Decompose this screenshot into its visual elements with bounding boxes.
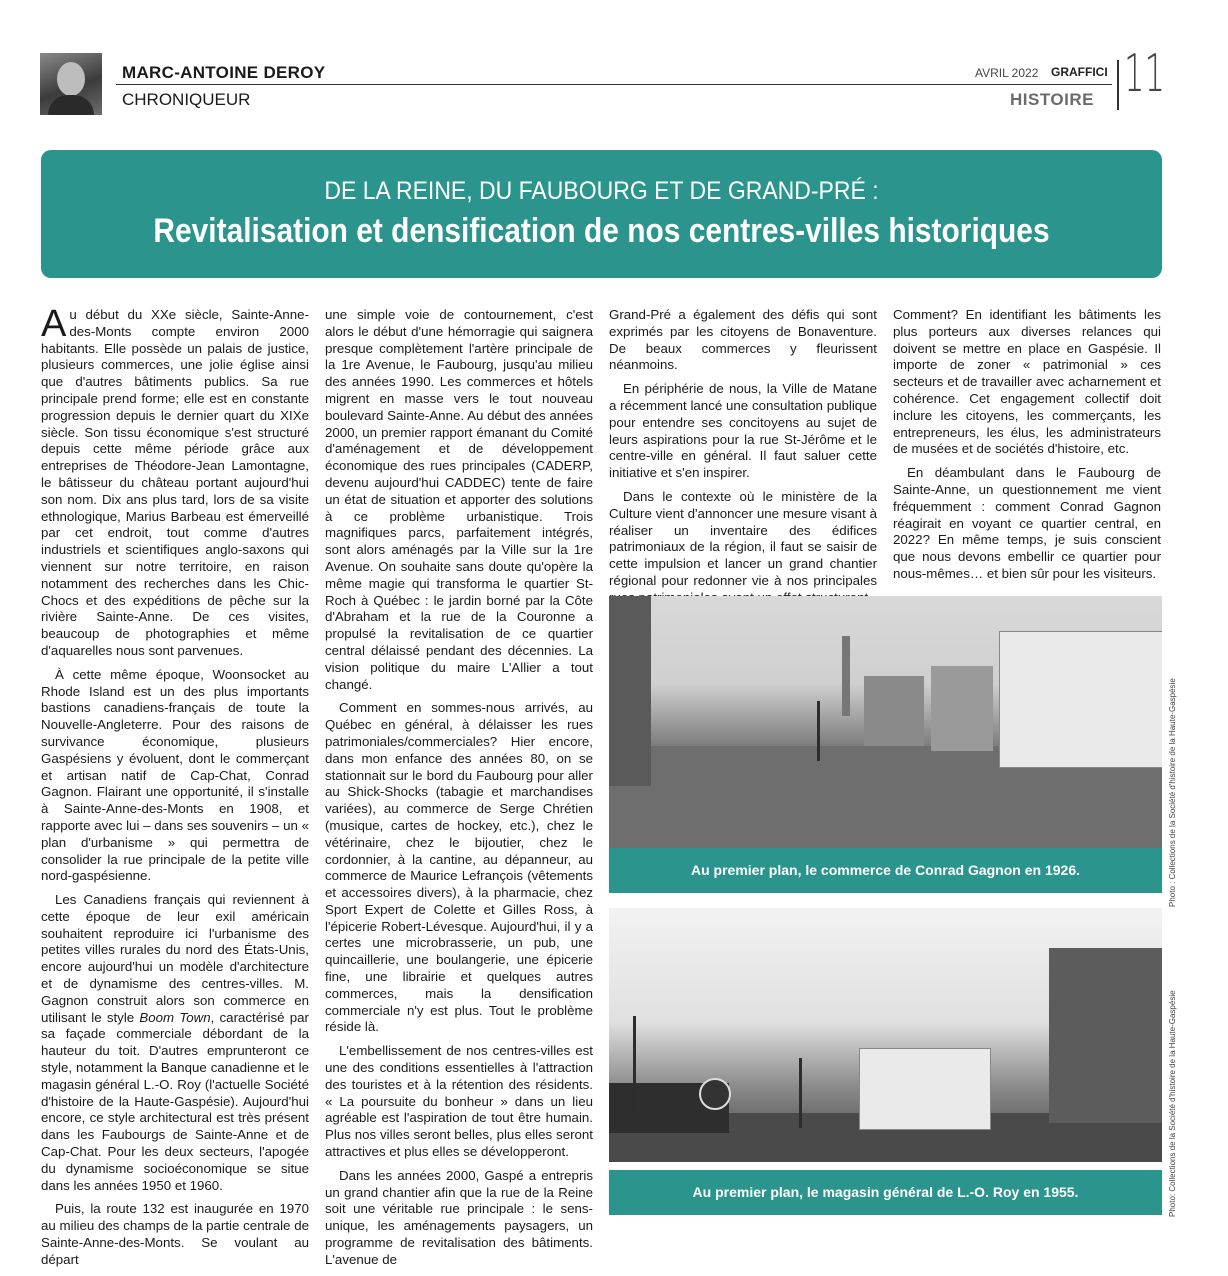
paragraph-7-start: Dans les années 2000, Gaspé a entrepris un grand chantier afin que la rue de la Reine soit une véritable rue principale : le sens-unique, les aménagements paysagers, un programme de revitalisation des bâtiments. L'avenue de — [325, 1167, 593, 1267]
photo-credit-2: Photo: Collections de la Société d'histoire de la Haute-Gaspésie — [1168, 990, 1177, 1217]
utility-pole-1 — [633, 1016, 636, 1116]
header-divider — [1117, 60, 1119, 110]
paragraph-7-cont: Grand-Pré a également des défis qui sont exprimés par les citoyens de Bonaventure. De beaux commerces y fleurissent néanmoins. — [609, 307, 877, 373]
photo-credit-1: Photo : Collections de la Société d'histoire de la Haute-Gaspésie — [1168, 678, 1177, 907]
article-kicker: DE LA REINE, DU FAUBOURG ET DE GRAND-PRÉ : — [324, 177, 879, 205]
paragraph-9-start: Dans le contexte où le ministère de la Culture vient d'annoncer une mesure visant à réaliser un inventaire des édifices patrimoniaux de la région, il faut se saisir de cette impulsion et lancer un grand chantier régional pour redonner vie à nos principales — [609, 488, 877, 588]
gagnon-store — [999, 631, 1162, 768]
article-headline: Revitalisation et densification de nos centres-villes historiques — [153, 212, 1050, 250]
utility-pole-2 — [799, 1058, 802, 1128]
utility-pole — [817, 701, 820, 761]
house-center — [864, 676, 924, 746]
paragraph-6: L'embellissement de nos centres-villes est une des conditions essentielles à l'attraction des touristes et à la rétention des résidents. « La poursuite du bonheur » dans un lieu agréable est l'aspiration de tout être humain. Plus nos villes seront belles, plus elles seront attractives et plus elles se développeront. — [325, 1043, 593, 1160]
author-role: CHRONIQUEUR — [122, 90, 251, 109]
author-name: MARC-ANTOINE DEROY — [122, 63, 326, 82]
title-banner — [41, 150, 1162, 278]
drop-cap: A — [41, 303, 67, 345]
storefront-right — [1049, 948, 1162, 1123]
article-column-3 — [609, 307, 877, 614]
paragraph-10: En déambulant dans le Faubourg de Sainte-Anne, un questionnement me vient fréquemment : comment Conrad Gagnon réagirait en voyant ce quartier central, en 2022? En même temps, je suis conscient que nous devons embellir ce quartier pour nous-mêmes… et bien sûr pour les visiteurs. — [893, 465, 1161, 581]
header-rule — [116, 84, 1112, 85]
paragraph-9-cont: Comment? En identifiant les bâtiments les plus porteurs aux diverses relances qui doivent se mettre en place en Gaspésie. Il importe de zoner « patrimonial » ces secteurs et de travailler avec acharnement et cohérence. Cet engagement collectif doit inclure les citoyens, les commerçants, les entrepreneurs, les élus, les administrateurs de musées et de sociétés d'histoire, etc. — [893, 307, 1161, 457]
house-right — [931, 666, 993, 751]
section-name: HISTOIRE — [1010, 90, 1094, 109]
paragraph-3 — [41, 892, 309, 1194]
historic-photo-1926 — [609, 596, 1162, 848]
avatar-head — [57, 62, 85, 96]
article-column-1 — [41, 303, 309, 1276]
page-number: 11 — [1124, 44, 1166, 104]
magazine-name: GRAFFICI — [1051, 65, 1108, 79]
paragraph-1 — [41, 303, 309, 660]
paragraph-4-start: Puis, la route 132 est inaugurée en 1970 au milieu des champs de la partie centrale de Sainte-Anne-des-Monts. Se voulant au départ — [41, 1201, 309, 1267]
texaco-sign-icon — [699, 1078, 731, 1110]
paragraph-2: À cette même époque, Woonsocket au Rhode Island est un des plus importants bastions canadiens-français de toute la Nouvelle-Angleterre. Pour des raisons de survivance économique, plusieurs Gaspésiens y évoluent, dont le commerçant et artisan natif de Cap-Chat, Conrad Gagnon. Flairant une opportunité, il s'installe à Sainte-Anne-des-Monts en 1908, et rapporte avec lui – dans ses souvenirs – un « plan d'urbanisme » qui permettra de consolider la rue principale de la petite ville nord-gaspésienne. — [41, 666, 309, 884]
avatar-body — [48, 95, 94, 115]
paragraph-8: En périphérie de nous, la Ville de Matane a récemment lancé une consultation publique pour entendre ses concitoyens au sujet de leurs aspirations pour la rue St-Jérôme et le centre-ville en général. Il faut saluer cette initiative et s'en inspirer. — [609, 381, 877, 481]
historic-photo-1955 — [609, 908, 1162, 1162]
article-column-4 — [893, 307, 1161, 590]
paragraph-3-text-b: , caractérisé par sa façade commerciale débordant de la hauteur du toit. D'autres emprunteront ce style, notamment la Banque canadienne et le magasin général L.-O. Roy (l'actuelle Société d'histoire de la Haute-Gaspésie). Aujourd'hui encore, ce style architectural est très présent dans les Faubourgs de Sainte-Anne et de Cap-Chat. Pour les deux secteurs, l'apogée du dynamisme socioéconomique se situe dans les années 1950 et 1960. — [41, 1009, 309, 1193]
article-column-2 — [325, 307, 593, 1276]
building-left — [609, 596, 651, 786]
church-steeple — [842, 636, 850, 716]
author-avatar — [40, 53, 102, 115]
roy-general-store — [859, 1048, 991, 1130]
paragraph-1-text: u début du XXe siècle, Sainte-Anne-des-Monts compte environ 2000 habitants. Elle possède un palais de justice, plusieurs commerces, une jolie église ainsi que d'autres bâtiments publics. Sa rue principale prend forme; elle est en constante progression depuis le dernier quart du XIXe siècle. Son tissu économique s'est structuré depuis cette même période grâce aux entreprises de Théodore-Jean Lamontagne, le bâtisseur du château portant aujourd'hui son nom. Dix ans plus tard, lors de sa visite ethnologique, Marius Barbeau est émerveillé par cet endroit, tout comme d'autres industriels et scientifiques anglo-saxons qui viennent sur notre territoire, en raison notamment des recherches dans les Chic-Chocs et des expéditions de pêche sur la rivière Sainte-Anne. De ces visites, beaucoup de photographies et même d'aquarelles nous sont parvenues. — [41, 307, 309, 658]
boom-town-term: Boom Town — [139, 1009, 211, 1025]
paragraph-4-cont: une simple voie de contournement, c'est alors le début d'une hémorragie qui saignera presque complètement l'artère principale de la 1re Avenue, le Faubourg, jusqu'au milieu des années 1990. Les commerces et hôtels migrent en masse vers le tout nouveau boulevard Sainte-Anne. Au début des années 2000, un premier rapport émanant du Comité d'aménagement et de développement économique des rues principales (CADERP, devenu aujourd'hui CADDEC) tente de faire un état de situation et apporter des solutions à ce problème urbanistique. Trois magnifiques parcs, parfaitement intégrés, sont alors aménagés par la Ville sur la 1re Avenue. On souhaite sans doute qu'opère la même magie qui transforma le quartier St-Roch à Québec : le jardin borné par la Côte d'Abraham et la rue de la Couronne a propulsé la revitalisation de ce quartier central délaissé pendant des décennies. La vision politique du maire L'Allier a tout changé. — [325, 307, 593, 692]
issue-date: AVRIL 2022 — [975, 66, 1039, 80]
paragraph-3-text-a: Les Canadiens français qui reviennent à cette époque de leur exil américain souhaitent reproduire ici l'urbanisme des petites villes rurales du nord des États-Unis, encore aujourd'hui un modèle d'architecture et de dynamisme des centres-villes. M. Gagnon construit alors son commerce en utilisant le style — [41, 892, 309, 1025]
paragraph-5: Comment en sommes-nous arrivés, au Québec en général, à délaisser les rues patrimoniales/commerciales? Hier encore, dans mon enfance des années 80, on se stationnait sur le bord du Faubourg pour aller au Shick-Shocks (tabagie et marchandises variées), au commerce de Serge Chrétien (musique, cartes de hockey, etc.), chez le vétérinaire, chez le bijoutier, chez le cordonnier, à la cantine, au dépanneur, au commerce de Maurice Lefrançois (vêtements et accessoires divers), à la pharmacie, chez Sport Expert de Colette et Gilles Ross, à l'épicerie Robert-Lévesque. Aujourd'hui, il y a certes une microbrasserie, un pub, une quincaillerie, une boulangerie, une épicerie fine, une librairie et quelques autres commerces, mais la densification commerciale n'y est plus. Tout le problème réside là. — [325, 700, 593, 1035]
photo-caption-2: Au premier plan, le magasin général de L.-O. Roy en 1955. — [609, 1170, 1162, 1215]
photo-caption-1: Au premier plan, le commerce de Conrad Gagnon en 1926. — [609, 848, 1162, 893]
